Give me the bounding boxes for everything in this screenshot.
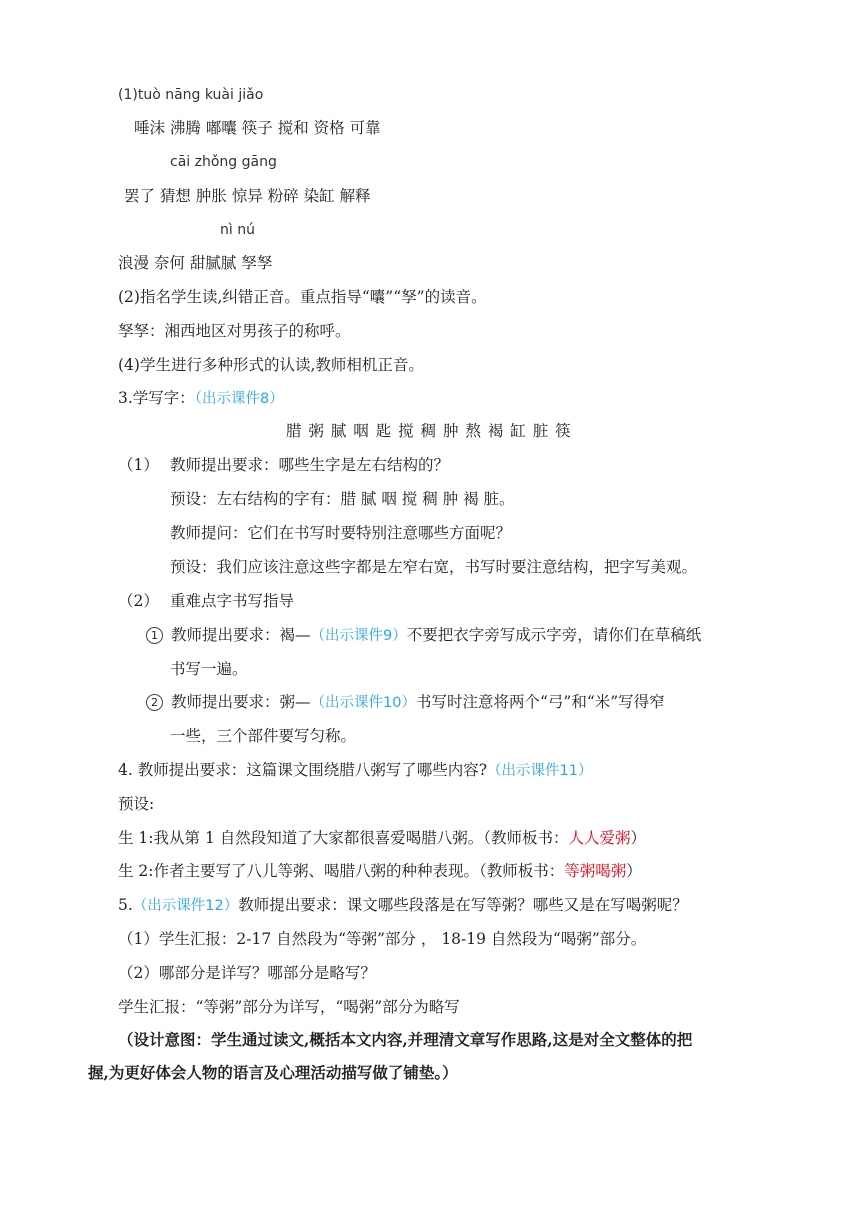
step-4-text: (4)学生进行多种形式的认读,教师相机正音。 bbox=[118, 356, 424, 374]
design-intent-line-1: （设计意图：学生通过读文,概括本文内容,并理清文章写作思路,这是对全文整体的把 bbox=[118, 1030, 693, 1049]
guide-item-1-continued: 书写一遍。 bbox=[170, 660, 248, 678]
section-4-text: 4. 教师提出要求：这篇课文围绕腊八粥写了哪些内容? bbox=[118, 761, 488, 779]
section-3-title: 3.学写字： bbox=[118, 389, 195, 407]
slide-ref-12: （出示课件12） bbox=[132, 898, 239, 914]
guide-item-2 bbox=[146, 692, 665, 713]
pinyin-line-1: (1)tuò nāng kuài jiǎo bbox=[118, 87, 264, 103]
question-1-preset-b: 预设：我们应该注意这些字都是左窄右宽，书写时要注意结构，把字写美观。 bbox=[170, 558, 698, 576]
student-2-text: 生 2:作者主要写了八儿等粥、喝腊八粥的种种表现。（教师板书： bbox=[118, 862, 565, 880]
new-characters: 腊 粥 腻 咽 匙 搅 稠 肿 熬 褐 缸 脏 筷 bbox=[286, 422, 571, 440]
report-3: 学生汇报：“等粥”部分为详写，“喝粥”部分为略写 bbox=[118, 998, 460, 1016]
guide-item-2-text-b: 书写时注意将两个“弓”和“米”写得窄 bbox=[415, 693, 665, 711]
note-text: 孥孥：湘西地区对男孩子的称呼。 bbox=[118, 322, 351, 340]
student-1-answer bbox=[118, 828, 646, 848]
design-intent-line-2: 握,为更好体会人物的语言及心理活动描写做了铺垫。） bbox=[88, 1063, 458, 1082]
step-2-text: (2)指名学生读,纠错正音。重点指导“囔”“孥”的读音。 bbox=[118, 288, 487, 306]
slide-ref-9: （出示课件9） bbox=[310, 628, 407, 644]
slide-ref-11: （出示课件11） bbox=[487, 763, 593, 779]
guide-item-1-text-b: 不要把衣字旁写成示字旁，请你们在草稿纸 bbox=[406, 626, 702, 644]
report-2: （2）哪部分是详写？哪部分是略写？ bbox=[118, 964, 376, 982]
circled-number-1: 1 bbox=[146, 627, 163, 644]
circled-number-2: 2 bbox=[146, 694, 163, 711]
pinyin-line-2: cāi zhǒng gāng bbox=[170, 154, 277, 170]
preset-label: 预设: bbox=[118, 795, 155, 813]
board-note-1: 人人爱粥 bbox=[568, 829, 631, 847]
section-5-number: 5. bbox=[118, 896, 133, 914]
section-5 bbox=[118, 895, 688, 916]
question-2 bbox=[118, 591, 294, 611]
vocab-line-3: 浪漫 奈何 甜腻腻 孥孥 bbox=[118, 254, 273, 272]
slide-ref-8: （出示课件8） bbox=[194, 391, 284, 407]
guide-item-2-text-a: 教师提出要求：粥— bbox=[171, 693, 311, 711]
student-2-close: ） bbox=[626, 862, 642, 880]
pinyin-line-3: nì nú bbox=[220, 222, 255, 238]
student-1-text: 生 1:我从第 1 自然段知道了大家都很喜爱喝腊八粥。（教师板书： bbox=[118, 829, 569, 847]
question-2-text: 重难点字书写指导 bbox=[170, 592, 295, 610]
board-note-2: 等粥喝粥 bbox=[564, 862, 627, 880]
vocab-line-2: 罢了 猜想 肿胀 惊异 粉碎 染缸 解释 bbox=[124, 187, 371, 205]
section-5-text: 教师提出要求：课文哪些段落是在写等粥？哪些又是在写喝粥呢？ bbox=[238, 896, 688, 914]
section-4 bbox=[118, 760, 592, 781]
student-1-close: ） bbox=[630, 829, 647, 847]
report-1: （1）学生汇报：2-17 自然段为“等粥”部分 ， 18-19 自然段为“喝粥”部分。 bbox=[118, 930, 647, 948]
student-2-answer bbox=[118, 861, 642, 881]
vocab-line-1: 唾沫 沸腾 嘟囔 筷子 搅和 资格 可靠 bbox=[134, 119, 381, 137]
question-1-preset-a: 预设：左右结构的字有：腊 腻 咽 搅 稠 肿 褐 脏。 bbox=[170, 490, 515, 508]
section-3-heading bbox=[118, 388, 284, 409]
guide-item-1 bbox=[146, 625, 701, 646]
guide-item-2-continued: 一些，三个部件要写匀称。 bbox=[170, 727, 357, 745]
question-2-number: （2） bbox=[118, 592, 159, 610]
question-1-number: （1） bbox=[118, 456, 159, 474]
slide-ref-10: （出示课件10） bbox=[310, 695, 416, 711]
question-1 bbox=[118, 455, 449, 475]
question-1-teacher-ask: 教师提问：它们在书写时要特别注意哪些方面呢？ bbox=[170, 524, 512, 542]
question-1-text: 教师提出要求：哪些生字是左右结构的？ bbox=[170, 456, 450, 474]
guide-item-1-text-a: 教师提出要求：褐— bbox=[171, 626, 311, 644]
